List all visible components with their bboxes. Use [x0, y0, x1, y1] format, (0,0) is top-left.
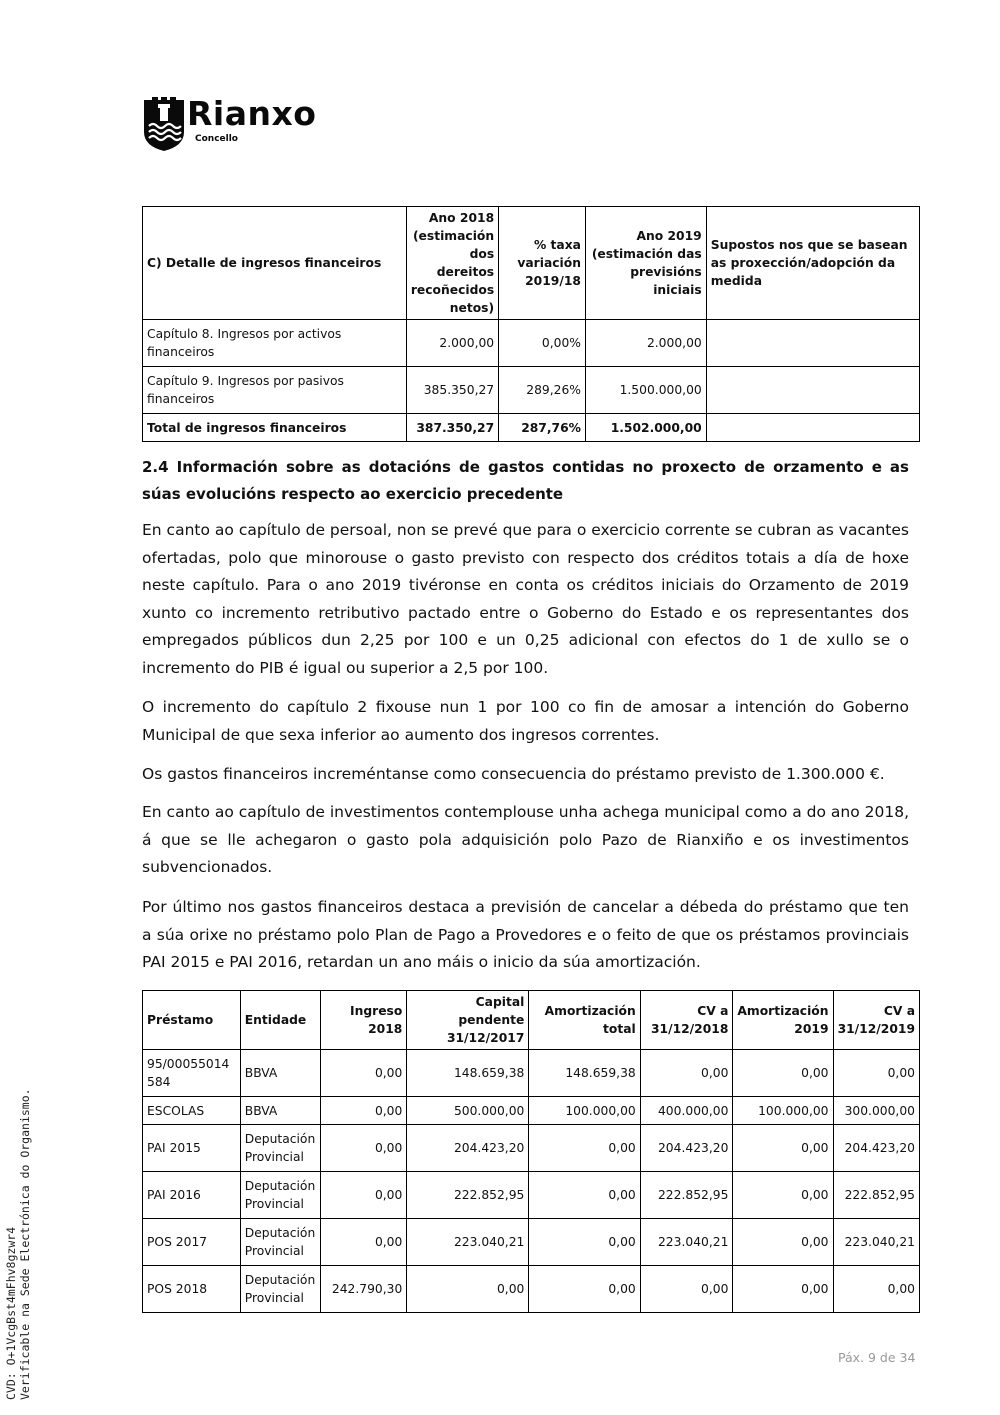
table-cell: 242.790,30 [320, 1266, 407, 1313]
table-cell: 0,00 [320, 1172, 407, 1219]
table-cell: ESCOLAS [143, 1097, 241, 1125]
table-cell: 500.000,00 [407, 1097, 529, 1125]
table-cell: 2.000,00 [585, 320, 706, 367]
table-cell: 222.852,95 [833, 1172, 919, 1219]
table-cell: 204.423,20 [640, 1125, 733, 1172]
table-cell: POS 2017 [143, 1219, 241, 1266]
table-cell: 0,00 [320, 1125, 407, 1172]
table-cell: BBVA [240, 1050, 320, 1097]
page-number: Páx. 9 de 34 [838, 1350, 916, 1365]
table-cell: Deputación Provincial [240, 1172, 320, 1219]
column-header: Supostos nos que se basean as proxección/adopción da medida [706, 207, 919, 320]
rianxo-logo [143, 96, 353, 152]
table-cell: PAI 2016 [143, 1172, 241, 1219]
table-cell: 204.423,20 [407, 1125, 529, 1172]
table-row [143, 1266, 920, 1313]
table-cell: 0,00% [499, 320, 586, 367]
table-cell: 2.000,00 [406, 320, 498, 367]
table-cell: 223.040,21 [833, 1219, 919, 1266]
table-cell [706, 367, 919, 414]
financial-income-table [142, 206, 920, 442]
paragraph: En canto ao capítulo de persoal, non se prevé que para o exercicio corrente se cubran as vacantes ofertadas, polo que minorouse o gasto previsto con respecto dos créditos totais a día de hoxe neste capítulo. Para o ano 2019 tivéronse en conta os créditos iniciais do Orzamento de 2019 xunto co incremento retributivo pactado entre o Goberno do Estado e os representantes dos empregados públicos dun 2,25 por 100 e un 0,25 adicional con efectos do 1 de xullo se o incremento do PIB é igual ou superior a 2,5 por 100. [142, 521, 909, 677]
table-cell: Deputación Provincial [240, 1125, 320, 1172]
column-header: Ano 2019 (estimación das previsións iniciais [585, 207, 706, 320]
table-total-row [143, 414, 920, 442]
column-header: Préstamo [143, 991, 241, 1050]
table-cell: 287,76% [499, 414, 586, 442]
table-cell [706, 414, 919, 442]
table-cell: 100.000,00 [733, 1097, 833, 1125]
table-cell: 0,00 [320, 1050, 407, 1097]
paragraph: Por último nos gastos financeiros destaca a previsión de cancelar a débeda do préstamo que ten a súa orixe no préstamo polo Plan de Pago a Provedores e o feito de que os préstamos provinciais PAI 2015 e PAI 2016, retardan un ano máis o inicio da súa amortización. [142, 898, 909, 971]
paragraph: Os gastos financeiros increméntanse como consecuencia do préstamo previsto de 1.300.000 €. [142, 765, 885, 783]
table-cell: 0,00 [733, 1125, 833, 1172]
verification-note: Verificable na Sede Electrónica do Organismo. [18, 1088, 32, 1400]
column-header: CV a 31/12/2018 [640, 991, 733, 1050]
table-cell: 0,00 [833, 1266, 919, 1313]
loans-table [142, 990, 920, 1313]
table-cell: 385.350,27 [406, 367, 498, 414]
table-row [143, 1097, 920, 1125]
logo-name: Rianxo [187, 94, 317, 133]
verification-code: CVD: O+1VcgBst4mFhv8gzwr4 [4, 1226, 18, 1400]
table-cell: PAI 2015 [143, 1125, 241, 1172]
column-header: C) Detalle de ingresos financeiros [143, 207, 407, 320]
table-cell: 0,00 [640, 1266, 733, 1313]
column-header: Amortización 2019 [733, 991, 833, 1050]
table-cell: 223.040,21 [407, 1219, 529, 1266]
table-cell: 0,00 [733, 1266, 833, 1313]
table-row [143, 367, 920, 414]
table-cell: 0,00 [733, 1050, 833, 1097]
table-cell: 148.659,38 [407, 1050, 529, 1097]
table-cell: 0,00 [407, 1266, 529, 1313]
table-cell: 1.500.000,00 [585, 367, 706, 414]
table-cell: Capítulo 8. Ingresos por activos financeiros [143, 320, 407, 367]
column-header: Capital pendente 31/12/2017 [407, 991, 529, 1050]
table-cell: Deputación Provincial [240, 1266, 320, 1313]
table-cell: Deputación Provincial [240, 1219, 320, 1266]
logo-subtitle: Concello [195, 134, 238, 144]
section-heading: 2.4 Información sobre as dotacións de gastos contidas no proxecto de orzamento e as súas evolucións respecto ao exercicio precedente [142, 458, 909, 503]
table-header-row [143, 991, 920, 1050]
table-row [143, 1219, 920, 1266]
table-cell: 0,00 [733, 1172, 833, 1219]
table-cell: 222.852,95 [407, 1172, 529, 1219]
column-header: CV a 31/12/2019 [833, 991, 919, 1050]
table-cell: 204.423,20 [833, 1125, 919, 1172]
table-cell: 0,00 [529, 1219, 640, 1266]
column-header: Entidade [240, 991, 320, 1050]
table-cell: 0,00 [833, 1050, 919, 1097]
table-cell: 222.852,95 [640, 1172, 733, 1219]
table-row [143, 1050, 920, 1097]
table-cell: BBVA [240, 1097, 320, 1125]
table-row [143, 1172, 920, 1219]
column-header: Ingreso 2018 [320, 991, 407, 1050]
paragraph: O incremento do capítulo 2 fixouse nun 1 por 100 co fin de amosar a intención do Goberno Municipal de que sexa inferior ao aumento dos ingresos correntes. [142, 698, 909, 744]
table-cell: 95/00055014584 [143, 1050, 241, 1097]
table-cell: 1.502.000,00 [585, 414, 706, 442]
table-cell: 0,00 [529, 1266, 640, 1313]
table-header-row [143, 207, 920, 320]
table-cell: 0,00 [529, 1172, 640, 1219]
table-cell: Total de ingresos financeiros [143, 414, 407, 442]
rianxo-crest-icon [143, 96, 185, 152]
table-cell: 0,00 [733, 1219, 833, 1266]
table-cell: 148.659,38 [529, 1050, 640, 1097]
verification-side-text [4, 1088, 32, 1400]
table-cell: 0,00 [529, 1125, 640, 1172]
table-cell: Capítulo 9. Ingresos por pasivos financeiros [143, 367, 407, 414]
paragraph: En canto ao capítulo de investimentos contemplouse unha achega municipal como a do ano 2018, á que se lle achegaron o gasto pola adquisición polo Pazo de Rianxiño e os investimentos subvencionados. [142, 803, 910, 876]
column-header: Ano 2018 (estimación dos dereitos recoñecidos netos) [406, 207, 498, 320]
table-cell: 0,00 [320, 1097, 407, 1125]
table-cell: 223.040,21 [640, 1219, 733, 1266]
table-cell: 300.000,00 [833, 1097, 919, 1125]
table-cell: 0,00 [640, 1050, 733, 1097]
table-cell [706, 320, 919, 367]
table-cell: 0,00 [320, 1219, 407, 1266]
table-cell: 400.000,00 [640, 1097, 733, 1125]
table-row [143, 320, 920, 367]
table-cell: POS 2018 [143, 1266, 241, 1313]
column-header: Amortización total [529, 991, 640, 1050]
table-cell: 100.000,00 [529, 1097, 640, 1125]
table-row [143, 1125, 920, 1172]
table-cell: 387.350,27 [406, 414, 498, 442]
table-cell: 289,26% [499, 367, 586, 414]
column-header: % taxa variación 2019/18 [499, 207, 586, 320]
